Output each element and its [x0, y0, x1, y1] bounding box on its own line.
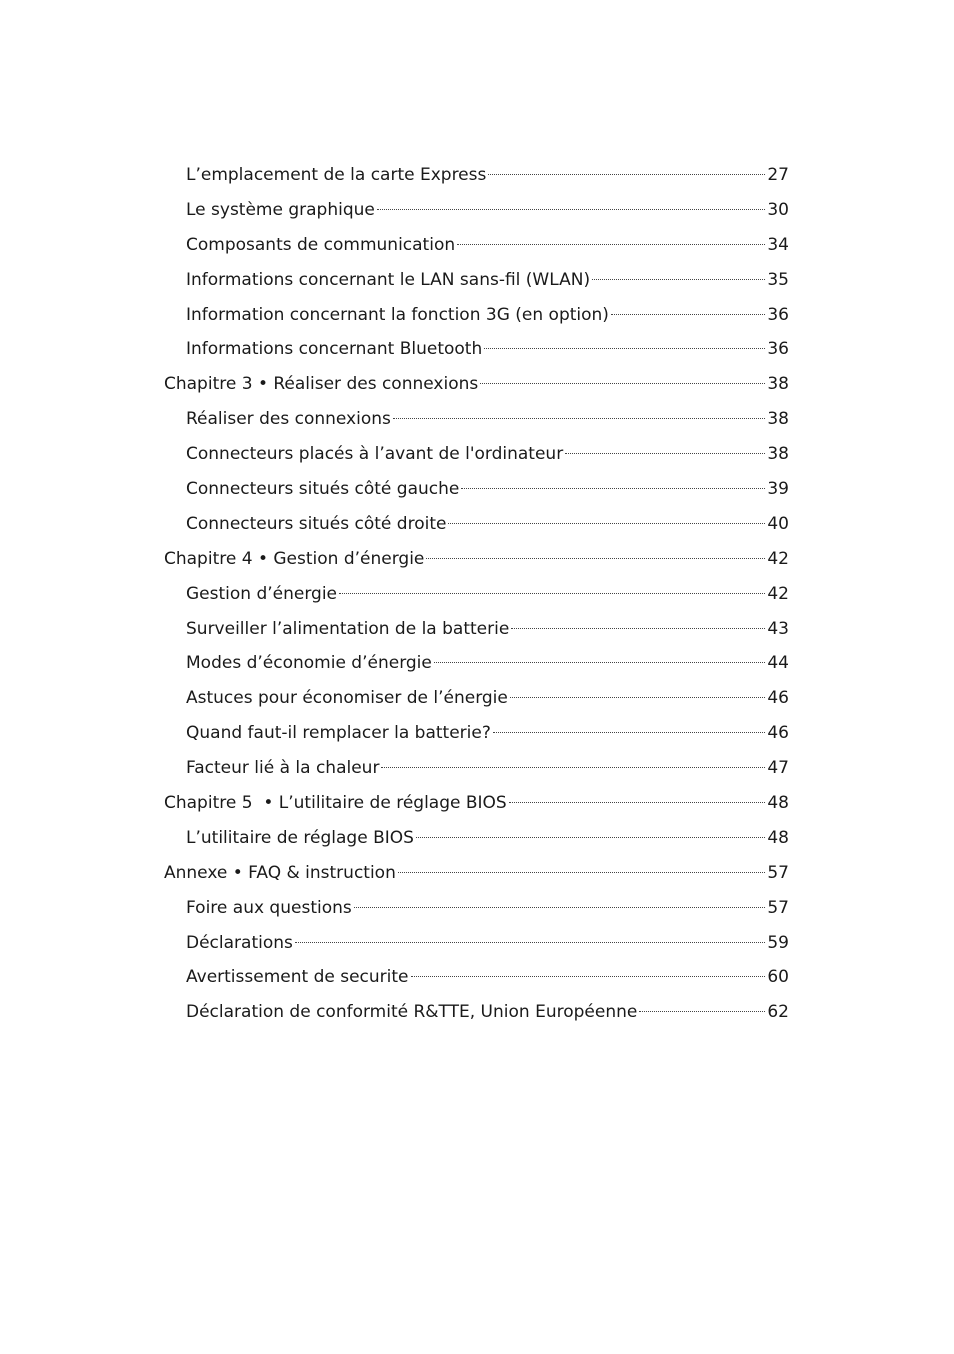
toc-entry[interactable] — [164, 995, 789, 1030]
toc-entry-title: Connecteurs placés à l’avant de l'ordinateur — [186, 444, 564, 465]
toc-entry-page: 60 — [767, 967, 789, 988]
toc-entry-page: 38 — [767, 444, 789, 465]
toc-entry-page: 38 — [767, 374, 789, 395]
dot-leader — [393, 418, 765, 419]
toc-entry-page: 43 — [767, 618, 789, 639]
dot-leader — [416, 837, 765, 838]
toc-entry[interactable] — [164, 926, 789, 961]
toc-entry-page: 48 — [767, 793, 789, 814]
dot-leader — [411, 976, 766, 977]
toc-entry-title: Connecteurs situés côté droite — [186, 513, 447, 534]
toc-entry[interactable] — [164, 437, 789, 472]
toc-entry-title: Chapitre 5 • L’utilitaire de réglage BIOS — [164, 793, 507, 814]
toc-entry-page: 42 — [767, 548, 789, 569]
toc-entry-title: L’utilitaire de réglage BIOS — [186, 827, 414, 848]
dot-leader — [398, 872, 766, 873]
toc-chapter-entry[interactable] — [164, 856, 789, 891]
toc-entry-title: Connecteurs situés côté gauche — [186, 479, 460, 500]
dot-leader — [295, 942, 765, 943]
toc-entry-page: 36 — [767, 339, 789, 360]
toc-entry-page: 35 — [767, 269, 789, 290]
toc-entry-page: 59 — [767, 932, 789, 953]
toc-entry[interactable] — [164, 577, 789, 612]
dot-leader — [509, 802, 766, 803]
dot-leader — [511, 628, 765, 629]
toc-entry-page: 36 — [767, 304, 789, 325]
dot-leader — [510, 697, 765, 698]
toc-entry-title: Déclaration de conformité R&TTE, Union Européenne — [186, 1002, 638, 1023]
toc-entry[interactable] — [164, 507, 789, 542]
toc-entry-page: 46 — [767, 723, 789, 744]
toc-entry-title: Informations concernant Bluetooth — [186, 339, 483, 360]
toc-entry-page: 39 — [767, 479, 789, 500]
dot-leader — [611, 314, 765, 315]
toc-entry-title: Chapitre 4 • Gestion d’énergie — [164, 548, 425, 569]
dot-leader — [639, 1011, 765, 1012]
toc-entry[interactable] — [164, 298, 789, 333]
table-of-contents — [164, 158, 789, 1030]
toc-entry-page: 57 — [767, 897, 789, 918]
toc-entry-title: Avertissement de securite — [186, 967, 409, 988]
toc-entry-page: 48 — [767, 827, 789, 848]
dot-leader — [592, 279, 765, 280]
toc-entry[interactable] — [164, 158, 789, 193]
dot-leader — [493, 732, 765, 733]
toc-entry-title: L’emplacement de la carte Express — [186, 165, 487, 185]
dot-leader — [377, 209, 765, 210]
dot-leader — [381, 767, 765, 768]
toc-entry[interactable] — [164, 332, 789, 367]
dot-leader — [339, 593, 765, 594]
dot-leader — [565, 453, 765, 454]
toc-entry[interactable] — [164, 228, 789, 263]
dot-leader — [461, 488, 765, 489]
toc-entry-title: Réaliser des connexions — [186, 409, 391, 430]
toc-entry[interactable] — [164, 646, 789, 681]
dot-leader — [426, 558, 765, 559]
toc-entry-title: Quand faut-il remplacer la batterie? — [186, 723, 491, 744]
dot-leader — [448, 523, 765, 524]
toc-entry-page: 30 — [767, 199, 789, 220]
toc-entry-page: 34 — [767, 234, 789, 255]
toc-chapter-entry[interactable] — [164, 786, 789, 821]
toc-entry-page: 44 — [767, 653, 789, 674]
toc-entry-title: Annexe • FAQ & instruction — [164, 862, 396, 883]
toc-entry-title: Le système graphique — [186, 199, 375, 220]
toc-entry-title: Information concernant la fonction 3G (en option) — [186, 304, 609, 325]
dot-leader — [457, 244, 765, 245]
dot-leader — [488, 174, 765, 175]
toc-entry[interactable] — [164, 960, 789, 995]
toc-entry-page: 57 — [767, 862, 789, 883]
toc-entry-page: 62 — [767, 1002, 789, 1023]
toc-entry[interactable] — [164, 891, 789, 926]
toc-entry-title: Foire aux questions — [186, 897, 352, 918]
toc-entry-title: Déclarations — [186, 932, 293, 953]
toc-entry-title: Gestion d’énergie — [186, 583, 338, 604]
toc-chapter-entry[interactable] — [164, 367, 789, 402]
toc-entry-page: 40 — [767, 513, 789, 534]
toc-entry-page: 42 — [767, 583, 789, 604]
toc-entry[interactable] — [164, 681, 789, 716]
toc-entry-title: Modes d’économie d’énergie — [186, 653, 432, 674]
toc-entry-title: Composants de communication — [186, 234, 456, 255]
toc-entry[interactable] — [164, 751, 789, 786]
toc-entry-title: Informations concernant le LAN sans-fil (WLAN) — [186, 269, 591, 290]
toc-entry-title: Astuces pour économiser de l’énergie — [186, 688, 508, 709]
toc-entry[interactable] — [164, 716, 789, 751]
toc-entry-title: Surveiller l’alimentation de la batterie — [186, 618, 510, 639]
toc-entry[interactable] — [164, 193, 789, 228]
toc-entry-title: Facteur lié à la chaleur — [186, 758, 380, 779]
toc-chapter-entry[interactable] — [164, 542, 789, 577]
toc-entry-title: Chapitre 3 • Réaliser des connexions — [164, 374, 479, 395]
dot-leader — [434, 662, 766, 663]
dot-leader — [480, 383, 765, 384]
toc-entry-page: 38 — [767, 409, 789, 430]
toc-entry[interactable] — [164, 402, 789, 437]
toc-entry-page: 27 — [767, 165, 789, 185]
toc-entry[interactable] — [164, 612, 789, 647]
toc-entry[interactable] — [164, 472, 789, 507]
toc-entry-page: 46 — [767, 688, 789, 709]
dot-leader — [354, 907, 766, 908]
toc-entry[interactable] — [164, 821, 789, 856]
toc-entry[interactable] — [164, 263, 789, 298]
toc-entry-page: 47 — [767, 758, 789, 779]
dot-leader — [484, 348, 765, 349]
